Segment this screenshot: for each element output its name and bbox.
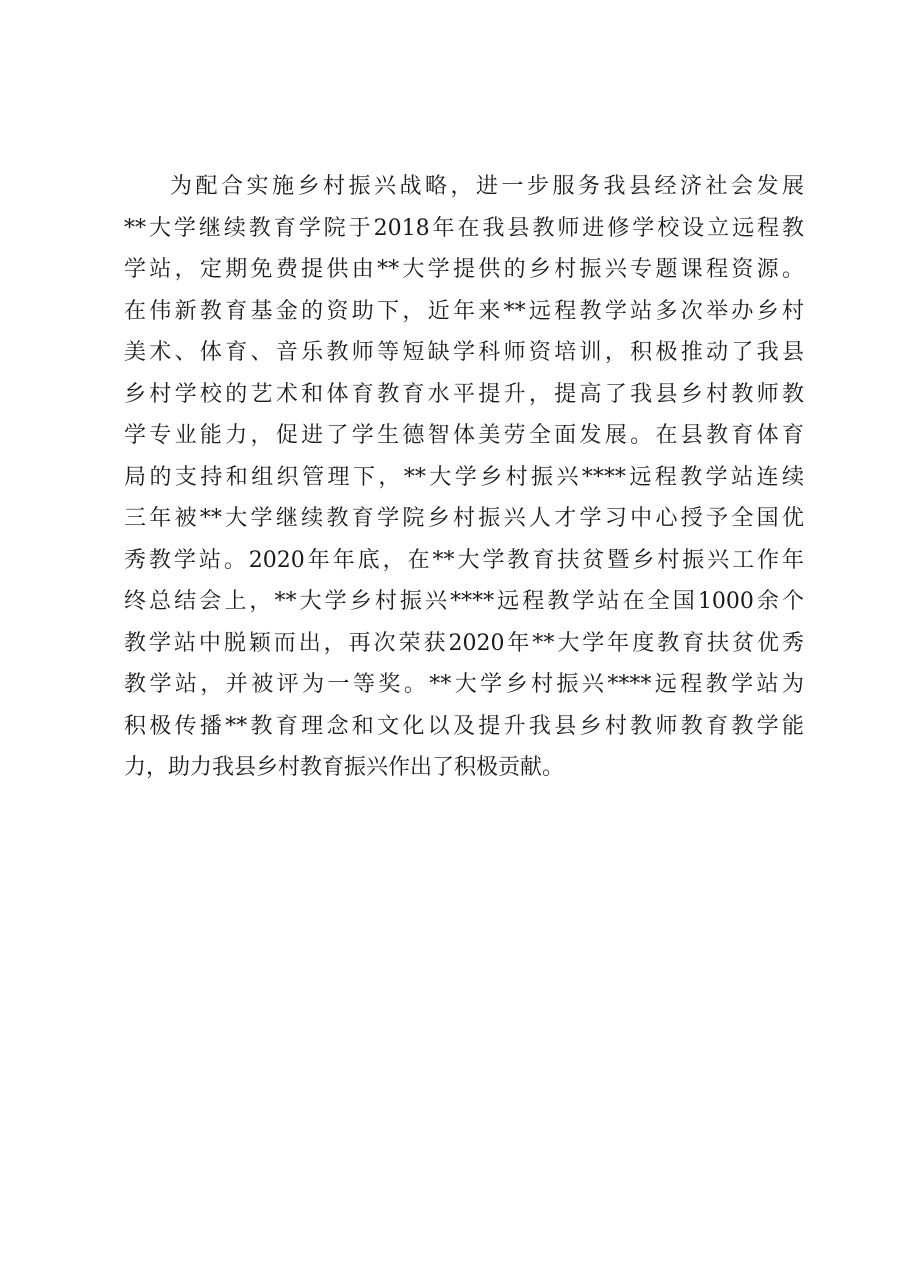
paragraph-line-8: 局的支持和组织管理下，**大学乡村振兴****远程教学站连续 xyxy=(124,464,804,490)
paragraph-line-11: 终总结会上，**大学乡村振兴****远程教学站在全国1000余个 xyxy=(124,589,804,614)
paragraph-line-6: 乡村学校的艺术和体育教育水平提升，提高了我县乡村教师教 xyxy=(124,381,804,407)
body-paragraph xyxy=(124,166,804,789)
paragraph-line-15: 力，助力我县乡村教育振兴作出了积极贡献。 xyxy=(124,755,565,780)
paragraph-line-2: **大学继续教育学院于2018年在我县教师进修学校设立远程教 xyxy=(124,215,804,241)
paragraph-line-14: 积极传播**教育理念和文化以及提升我县乡村教师教育教学能 xyxy=(124,713,804,739)
paragraph-line-9: 三年被**大学继续教育学院乡村振兴人才学习中心授予全国优 xyxy=(124,506,804,531)
paragraph-line-13: 教学站，并被评为一等奖。**大学乡村振兴****远程教学站为 xyxy=(124,672,804,697)
paragraph-line-4: 在伟新教育基金的资助下，近年来**远程教学站多次举办乡村 xyxy=(124,298,804,324)
paragraph-line-10: 秀教学站。2020年年底，在**大学教育扶贫暨乡村振兴工作年 xyxy=(124,547,804,573)
paragraph-line-12: 教学站中脱颖而出，再次荣获2020年**大学年度教育扶贫优秀 xyxy=(124,630,804,656)
paragraph-line-5: 美术、体育、音乐教师等短缺学科师资培训，积极推动了我县 xyxy=(124,340,804,365)
paragraph-line-1: 为配合实施乡村振兴战略，进一步服务我县经济社会发展 xyxy=(170,174,804,199)
paragraph-line-3: 学站，定期免费提供由**大学提供的乡村振兴专题课程资源。 xyxy=(124,257,804,282)
paragraph-line-7: 学专业能力，促进了学生德智体美劳全面发展。在县教育体育 xyxy=(124,423,804,448)
